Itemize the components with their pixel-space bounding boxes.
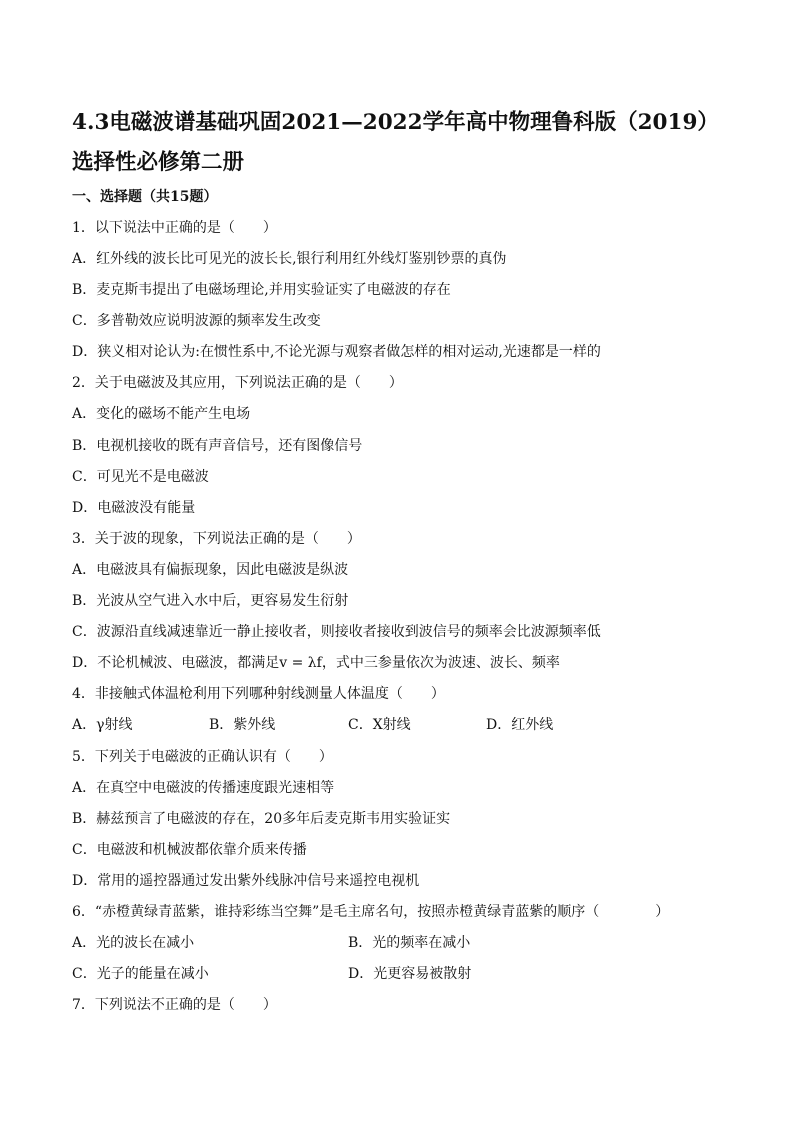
question-2-option-c: C．可见光不是电磁波 <box>72 469 209 485</box>
question-4-option-b: B．紫外线 <box>209 717 276 733</box>
question-2-option-b: B．电视机接收的既有声音信号，还有图像信号 <box>72 438 363 454</box>
question-1-option-a: A．红外线的波长比可见光的波长长,银行利用红外线灯鉴别钞票的真伪 <box>72 251 507 267</box>
question-4-option-d: D．红外线 <box>486 717 554 733</box>
question-3-option-c: C．波源沿直线减速靠近一静止接收者，则接收者接收到波信号的频率会比波源频率低 <box>72 624 601 640</box>
document-title: 4.3电磁波谱基础巩固2021—2022学年高中物理鲁科版（2019）选择性必修第二册 <box>72 110 719 175</box>
question-4-option-c: C．X射线 <box>348 717 411 733</box>
question-6-option-c: C．光子的能量在减小 <box>72 966 209 982</box>
question-6-option-d: D．光更容易被散射 <box>348 966 472 982</box>
question-6-option-a: A．光的波长在减小 <box>72 935 195 951</box>
question-6-stem: 6．“赤橙黄绿青蓝紫，谁持彩练当空舞”是毛主席名句，按照赤橙黄绿青蓝紫的顺序（ ） <box>72 904 670 920</box>
question-5-option-c: C．电磁波和机械波都依靠介质来传播 <box>72 842 307 858</box>
question-5-option-d: D．常用的遥控器通过发出紫外线脉冲信号来遥控电视机 <box>72 873 420 889</box>
question-1-option-b: B．麦克斯韦提出了电磁场理论,并用实验证实了电磁波的存在 <box>72 282 451 298</box>
question-7-stem: 7．下列说法不正确的是（ ） <box>72 997 277 1013</box>
question-6-options-row-1 <box>72 932 732 954</box>
section-heading: 一、选择题（共15题） <box>72 189 218 205</box>
question-3-stem: 3．关于波的现象，下列说法正确的是（ ） <box>72 531 361 547</box>
question-2-option-d: D．电磁波没有能量 <box>72 500 196 516</box>
question-6-options-row-2 <box>72 963 732 985</box>
question-4-stem: 4．非接触式体温枪利用下列哪种射线测量人体温度（ ） <box>72 686 445 702</box>
question-1-stem: 1．以下说法中正确的是（ ） <box>72 220 277 236</box>
question-1-option-c: C．多普勒效应说明波源的频率发生改变 <box>72 313 321 329</box>
question-5-stem: 5．下列关于电磁波的正确认识有（ ） <box>72 749 333 765</box>
question-3-option-b: B．光波从空气进入水中后，更容易发生衍射 <box>72 593 349 609</box>
question-5-option-a: A．在真空中电磁波的传播速度跟光速相等 <box>72 780 335 796</box>
question-4-option-a: A．γ射线 <box>72 717 133 733</box>
question-4-options <box>72 714 732 736</box>
question-3-option-a: A．电磁波具有偏振现象，因此电磁波是纵波 <box>72 562 349 578</box>
question-2-stem: 2．关于电磁波及其应用，下列说法正确的是（ ） <box>72 375 403 391</box>
question-2-option-a: A．变化的磁场不能产生电场 <box>72 406 251 422</box>
question-1-option-d: D．狭义相对论认为:在惯性系中,不论光源与观察者做怎样的相对运动,光速都是一样的 <box>72 344 601 360</box>
question-6-option-b: B．光的频率在减小 <box>348 935 471 951</box>
question-3-option-d: D．不论机械波、电磁波，都满足v = λf，式中三参量依次为波速、波长、频率 <box>72 655 560 671</box>
question-5-option-b: B．赫兹预言了电磁波的存在，20多年后麦克斯韦用实验证实 <box>72 811 451 827</box>
